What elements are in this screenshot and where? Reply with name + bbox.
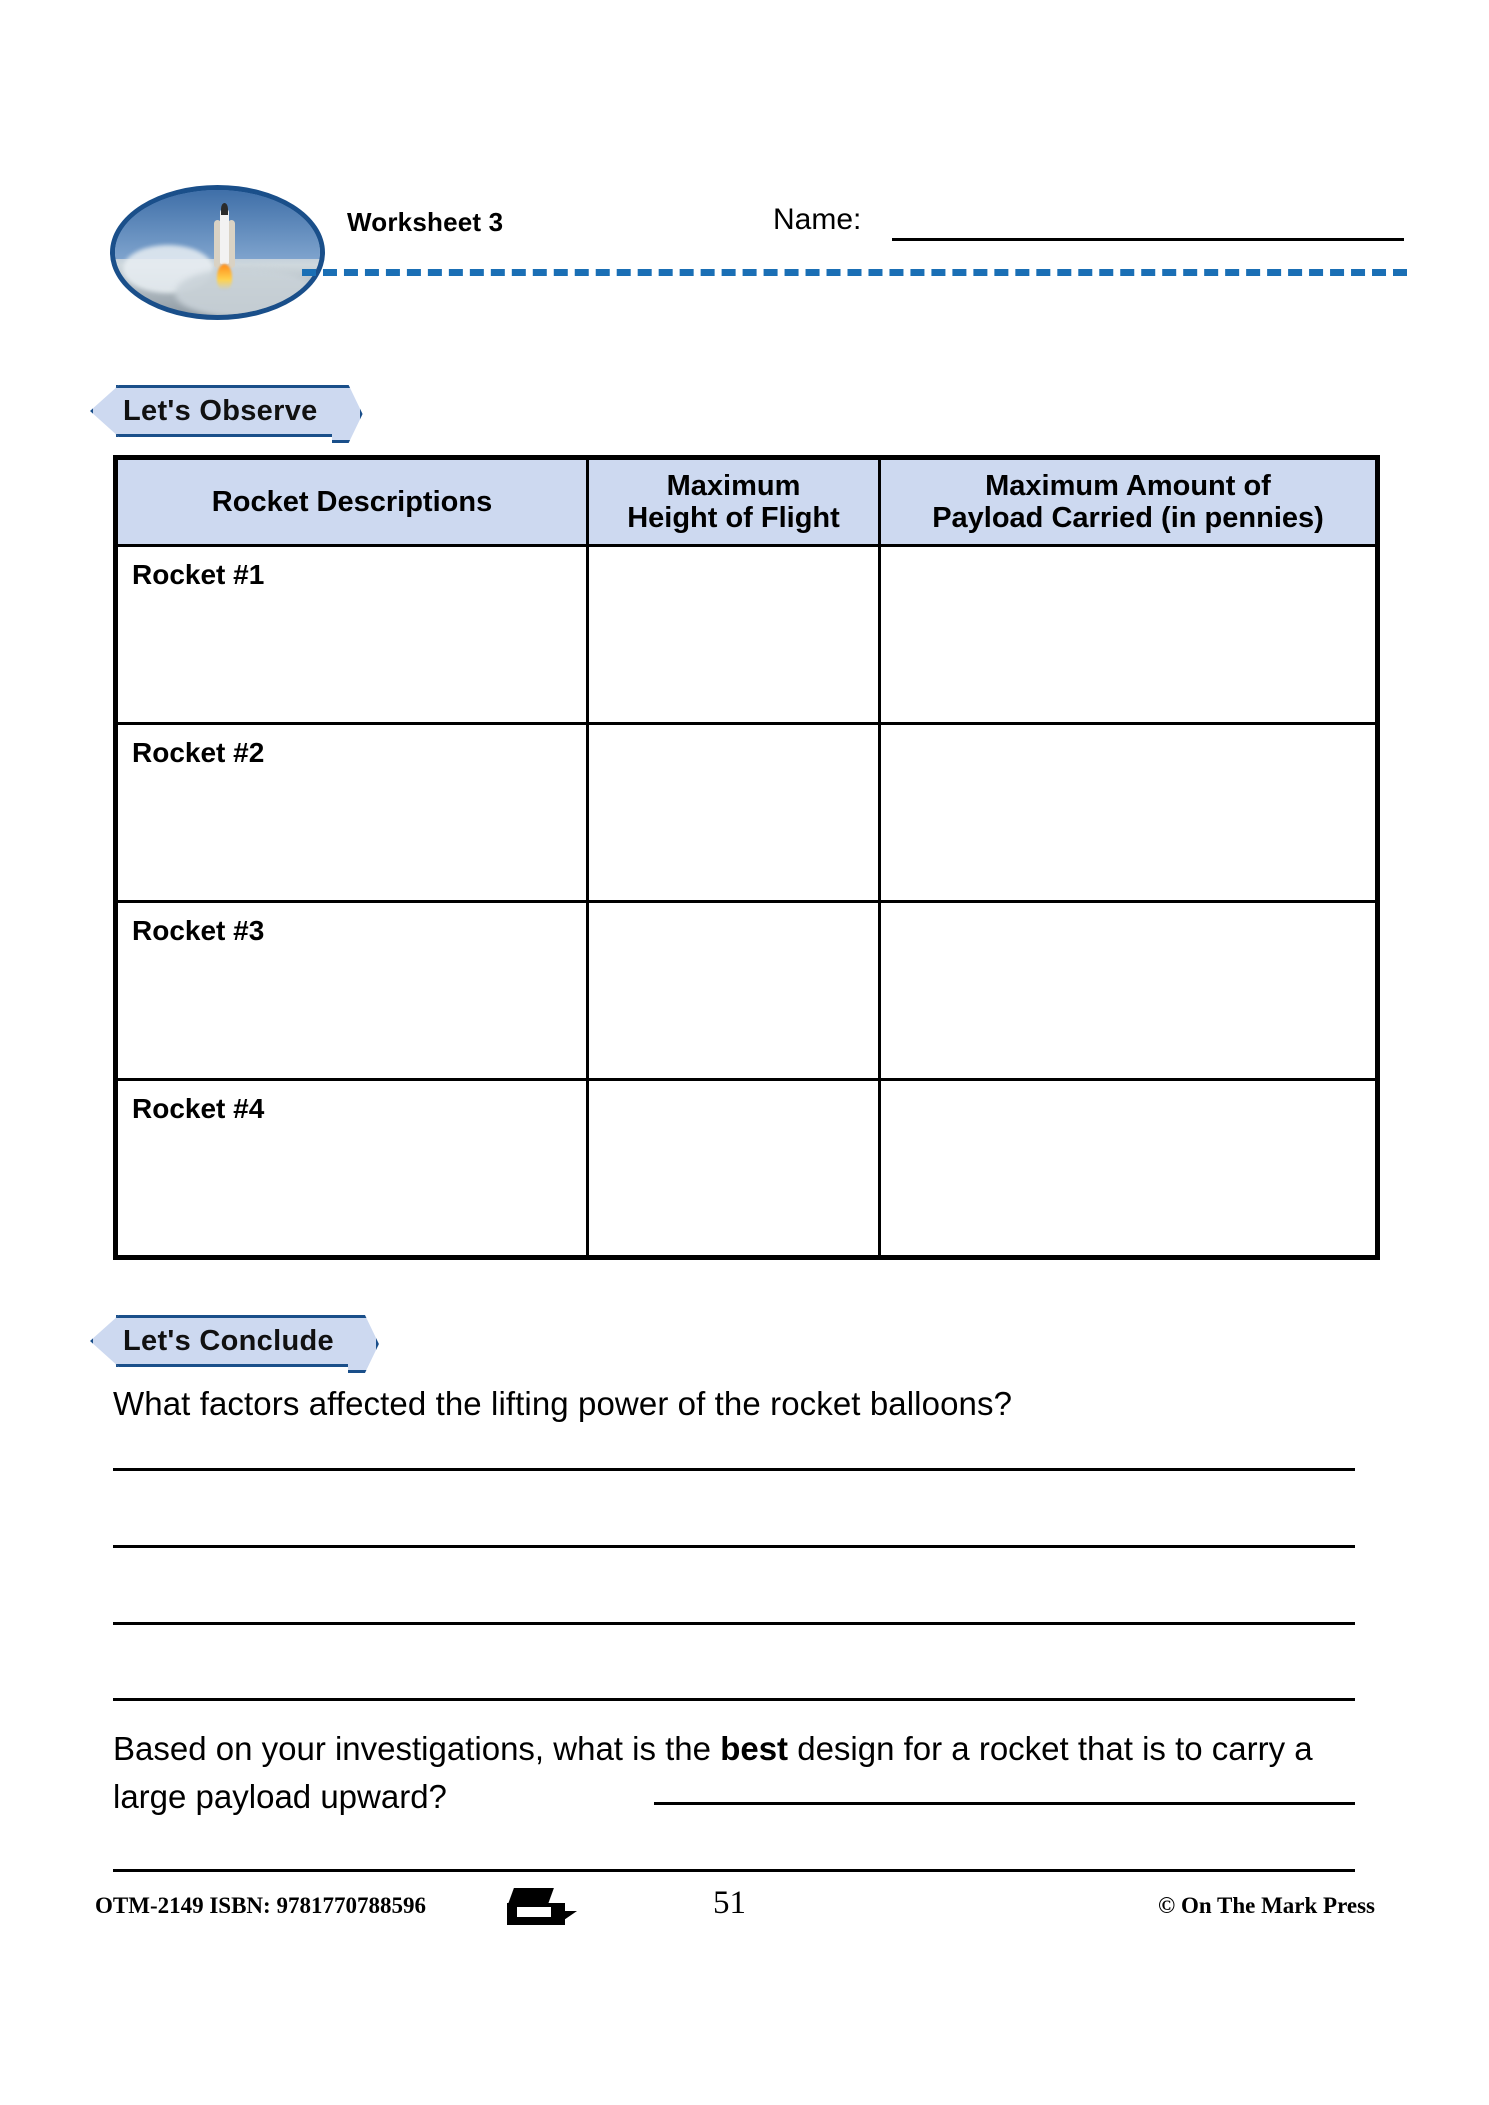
- table-row: [116, 724, 1378, 902]
- question-2-text: [113, 1725, 1363, 1821]
- answer-line-1[interactable]: [113, 1468, 1355, 1471]
- question-2-part2: design for a rocket that is to carry a large payload upward?: [113, 1730, 1313, 1815]
- table-row: [116, 546, 1378, 724]
- section-tab-observe: [90, 385, 339, 437]
- cell-payload-rocket-2[interactable]: [880, 724, 1378, 902]
- footer-publisher: © On The Mark Press: [1158, 1893, 1375, 1918]
- cell-payload-rocket-4[interactable]: [880, 1080, 1378, 1258]
- question-2-emphasis: best: [720, 1730, 789, 1767]
- column-header-max-payload-line1: Maximum Amount of: [985, 469, 1271, 502]
- observation-table: [113, 455, 1380, 1260]
- row-label-rocket-4: Rocket #4: [116, 1080, 588, 1258]
- cell-height-rocket-3[interactable]: [588, 902, 880, 1080]
- row-label-rocket-3: Rocket #3: [116, 902, 588, 1080]
- question-2-part1: Based on your investigations, what is the: [113, 1730, 721, 1767]
- answer-line-3[interactable]: [113, 1622, 1355, 1625]
- space-shuttle-launch-icon: [110, 185, 325, 320]
- column-header-max-height-line1: Maximum: [666, 469, 801, 502]
- column-header-descriptions: Rocket Descriptions: [116, 458, 588, 546]
- table-row: [116, 1080, 1378, 1258]
- answer-line-5[interactable]: [654, 1802, 1355, 1805]
- row-label-rocket-1: Rocket #1: [116, 546, 588, 724]
- section-tab-conclude-label: Let's Conclude: [123, 1324, 334, 1357]
- column-header-max-payload: [880, 458, 1378, 546]
- name-write-line[interactable]: [892, 238, 1404, 241]
- footer-divider: [113, 1869, 1355, 1872]
- answer-line-2[interactable]: [113, 1545, 1355, 1548]
- column-header-max-height: [588, 458, 880, 546]
- section-tab-observe-label: Let's Observe: [123, 394, 318, 427]
- cell-height-rocket-2[interactable]: [588, 724, 880, 902]
- row-label-rocket-2: Rocket #2: [116, 724, 588, 902]
- page-header: [110, 185, 1400, 325]
- worksheet-label: Worksheet 3: [347, 207, 504, 237]
- column-header-max-height-line2: Height of Flight: [627, 502, 840, 534]
- page-number: 51: [713, 1885, 746, 1921]
- cell-payload-rocket-3[interactable]: [880, 902, 1378, 1080]
- table-row: [116, 902, 1378, 1080]
- question-1-text: What factors affected the lifting power of the rocket balloons?: [113, 1385, 1013, 1422]
- name-label: Name:: [773, 203, 862, 236]
- page-footer: [95, 1885, 1375, 1937]
- table-header-row: [116, 458, 1378, 546]
- column-header-max-payload-line2: Payload Carried (in pennies): [932, 502, 1324, 534]
- footer-isbn: OTM-2149 ISBN: 9781770788596: [95, 1893, 426, 1918]
- cell-height-rocket-4[interactable]: [588, 1080, 880, 1258]
- header-divider: [302, 269, 1407, 276]
- answer-line-4[interactable]: [113, 1698, 1355, 1701]
- cell-payload-rocket-1[interactable]: [880, 546, 1378, 724]
- cell-height-rocket-1[interactable]: [588, 546, 880, 724]
- open-book-icon: [507, 1885, 579, 1929]
- section-tab-conclude: [90, 1315, 355, 1367]
